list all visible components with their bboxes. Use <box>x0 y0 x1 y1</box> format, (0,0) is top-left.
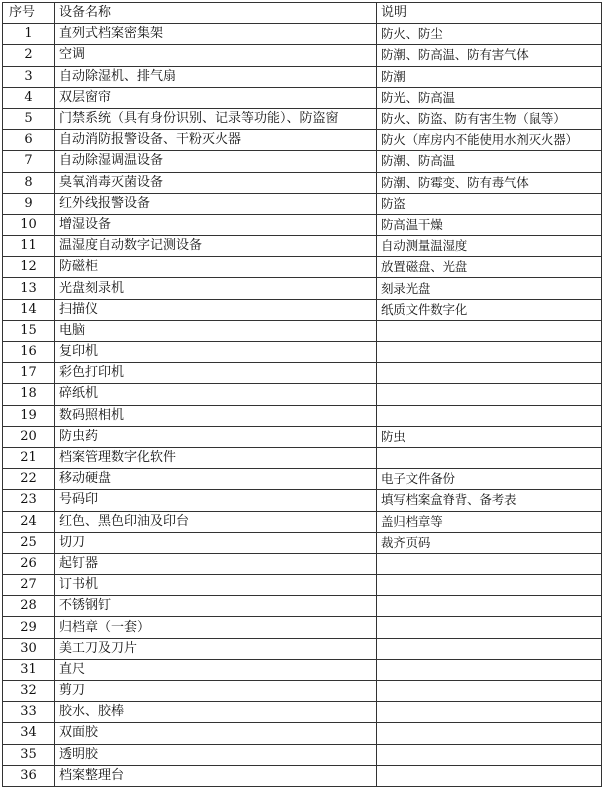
row-number: 21 <box>3 447 55 468</box>
equipment-name: 自动消防报警设备、干粉灭火器 <box>55 130 377 151</box>
equipment-name: 自动除湿调温设备 <box>55 151 377 172</box>
equipment-note: 防盗 <box>377 193 602 214</box>
table-row <box>3 87 602 108</box>
row-number: 2 <box>3 45 55 66</box>
equipment-name: 光盘刻录机 <box>55 278 377 299</box>
table-row <box>3 24 602 45</box>
equipment-note <box>377 553 602 574</box>
table-row <box>3 257 602 278</box>
equipment-note: 防潮、防霉变、防有毒气体 <box>377 172 602 193</box>
equipment-note <box>377 320 602 341</box>
equipment-note: 裁齐页码 <box>377 532 602 553</box>
header-row <box>3 3 602 24</box>
row-number: 31 <box>3 659 55 680</box>
row-number: 12 <box>3 257 55 278</box>
equipment-note <box>377 447 602 468</box>
table-row <box>3 596 602 617</box>
equipment-note: 纸质文件数字化 <box>377 299 602 320</box>
equipment-note <box>377 723 602 744</box>
table-row <box>3 681 602 702</box>
table-row <box>3 702 602 723</box>
equipment-note: 防潮、防高温、防有害气体 <box>377 45 602 66</box>
equipment-note: 防火、防尘 <box>377 24 602 45</box>
table-row <box>3 151 602 172</box>
equipment-note <box>377 702 602 723</box>
header-note: 说明 <box>377 3 602 24</box>
equipment-note <box>377 575 602 596</box>
equipment-name: 空调 <box>55 45 377 66</box>
row-number: 32 <box>3 681 55 702</box>
equipment-name: 双层窗帘 <box>55 87 377 108</box>
equipment-note <box>377 363 602 384</box>
equipment-note: 防虫 <box>377 426 602 447</box>
row-number: 34 <box>3 723 55 744</box>
equipment-name: 红外线报警设备 <box>55 193 377 214</box>
equipment-note: 刻录光盘 <box>377 278 602 299</box>
row-number: 36 <box>3 765 55 786</box>
equipment-name: 美工刀及刀片 <box>55 638 377 659</box>
table-row <box>3 278 602 299</box>
table-row <box>3 617 602 638</box>
table-row <box>3 45 602 66</box>
equipment-name: 档案管理数字化软件 <box>55 447 377 468</box>
row-number: 10 <box>3 214 55 235</box>
equipment-name: 号码印 <box>55 490 377 511</box>
equipment-name: 胶水、胶棒 <box>55 702 377 723</box>
table-row <box>3 405 602 426</box>
equipment-note: 防高温干燥 <box>377 214 602 235</box>
equipment-note <box>377 638 602 659</box>
row-number: 24 <box>3 511 55 532</box>
table-row <box>3 765 602 786</box>
equipment-note <box>377 405 602 426</box>
table-row <box>3 723 602 744</box>
header-no: 序号 <box>3 3 55 24</box>
equipment-name: 复印机 <box>55 342 377 363</box>
equipment-note: 盖归档章等 <box>377 511 602 532</box>
table-row <box>3 363 602 384</box>
equipment-name: 彩色打印机 <box>55 363 377 384</box>
equipment-name: 自动除湿机、排气扇 <box>55 66 377 87</box>
table-row <box>3 342 602 363</box>
row-number: 29 <box>3 617 55 638</box>
row-number: 18 <box>3 384 55 405</box>
equipment-name: 扫描仪 <box>55 299 377 320</box>
table-row <box>3 384 602 405</box>
equipment-note: 防潮、防高温 <box>377 151 602 172</box>
equipment-name: 档案整理台 <box>55 765 377 786</box>
row-number: 27 <box>3 575 55 596</box>
equipment-name: 起钉器 <box>55 553 377 574</box>
equipment-table <box>2 2 602 787</box>
row-number: 5 <box>3 108 55 129</box>
equipment-name: 防虫药 <box>55 426 377 447</box>
equipment-name: 直列式档案密集架 <box>55 24 377 45</box>
row-number: 19 <box>3 405 55 426</box>
table-row <box>3 130 602 151</box>
equipment-note: 填写档案盒脊背、备考表 <box>377 490 602 511</box>
table-row <box>3 66 602 87</box>
table-row <box>3 236 602 257</box>
row-number: 25 <box>3 532 55 553</box>
equipment-note <box>377 659 602 680</box>
row-number: 9 <box>3 193 55 214</box>
table-row <box>3 320 602 341</box>
row-number: 22 <box>3 469 55 490</box>
equipment-note: 防火（库房内不能使用水剂灭火器） <box>377 130 602 151</box>
table-row <box>3 575 602 596</box>
equipment-note <box>377 596 602 617</box>
table-row <box>3 447 602 468</box>
row-number: 8 <box>3 172 55 193</box>
equipment-note: 防火、防盗、防有害生物（鼠等） <box>377 108 602 129</box>
equipment-name: 订书机 <box>55 575 377 596</box>
equipment-name: 电脑 <box>55 320 377 341</box>
table-row <box>3 172 602 193</box>
table-row <box>3 511 602 532</box>
table-row <box>3 532 602 553</box>
equipment-name: 直尺 <box>55 659 377 680</box>
equipment-name: 不锈钢钉 <box>55 596 377 617</box>
row-number: 26 <box>3 553 55 574</box>
equipment-note <box>377 681 602 702</box>
equipment-name: 红色、黑色印油及印台 <box>55 511 377 532</box>
table-row <box>3 214 602 235</box>
table-row <box>3 469 602 490</box>
row-number: 4 <box>3 87 55 108</box>
row-number: 15 <box>3 320 55 341</box>
equipment-name: 双面胶 <box>55 723 377 744</box>
equipment-name: 归档章（一套） <box>55 617 377 638</box>
equipment-note: 防光、防高温 <box>377 87 602 108</box>
table-row <box>3 193 602 214</box>
equipment-note: 电子文件备份 <box>377 469 602 490</box>
equipment-note: 放置磁盘、光盘 <box>377 257 602 278</box>
row-number: 20 <box>3 426 55 447</box>
row-number: 16 <box>3 342 55 363</box>
row-number: 6 <box>3 130 55 151</box>
equipment-note <box>377 384 602 405</box>
row-number: 14 <box>3 299 55 320</box>
equipment-note: 防潮 <box>377 66 602 87</box>
equipment-note <box>377 765 602 786</box>
table-row <box>3 299 602 320</box>
equipment-note: 自动测量温湿度 <box>377 236 602 257</box>
row-number: 7 <box>3 151 55 172</box>
equipment-name: 增湿设备 <box>55 214 377 235</box>
row-number: 17 <box>3 363 55 384</box>
row-number: 11 <box>3 236 55 257</box>
row-number: 3 <box>3 66 55 87</box>
row-number: 1 <box>3 24 55 45</box>
table-row <box>3 744 602 765</box>
equipment-note <box>377 744 602 765</box>
table-row <box>3 108 602 129</box>
table-row <box>3 553 602 574</box>
equipment-name: 切刀 <box>55 532 377 553</box>
equipment-name: 温湿度自动数字记测设备 <box>55 236 377 257</box>
row-number: 35 <box>3 744 55 765</box>
equipment-name: 透明胶 <box>55 744 377 765</box>
equipment-name: 移动硬盘 <box>55 469 377 490</box>
equipment-name: 防磁柜 <box>55 257 377 278</box>
row-number: 28 <box>3 596 55 617</box>
row-number: 30 <box>3 638 55 659</box>
equipment-name: 臭氧消毒灭菌设备 <box>55 172 377 193</box>
equipment-note <box>377 617 602 638</box>
row-number: 23 <box>3 490 55 511</box>
table-row <box>3 426 602 447</box>
equipment-note <box>377 342 602 363</box>
table-row <box>3 490 602 511</box>
row-number: 13 <box>3 278 55 299</box>
row-number: 33 <box>3 702 55 723</box>
header-name: 设备名称 <box>55 3 377 24</box>
table-row <box>3 659 602 680</box>
equipment-name: 碎纸机 <box>55 384 377 405</box>
table-row <box>3 638 602 659</box>
equipment-name: 门禁系统（具有身份识别、记录等功能）、防盗窗 <box>55 108 377 129</box>
equipment-name: 数码照相机 <box>55 405 377 426</box>
equipment-name: 剪刀 <box>55 681 377 702</box>
